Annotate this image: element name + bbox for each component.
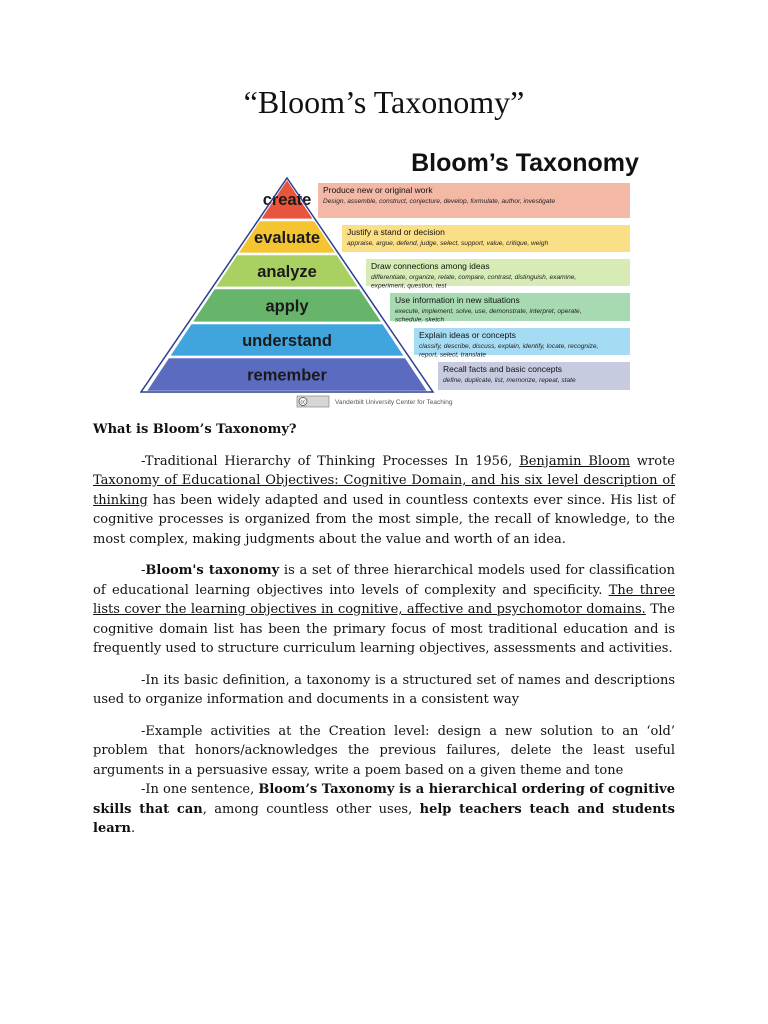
description-heading: Produce new or original work (323, 185, 433, 195)
blooms-taxonomy-figure (140, 140, 640, 412)
pyramid-label: understand (242, 332, 332, 350)
credit-line (297, 396, 453, 407)
document-body (93, 420, 675, 851)
description-verbs: differentiate, organize, relate, compare, contrast, distinguish, examine, (371, 274, 577, 281)
pyramid-level-apply (191, 288, 383, 323)
description-verbs: report, select, translate (419, 351, 487, 359)
pyramid-level-evaluate (237, 220, 338, 254)
description-heading: Justify a stand or decision (347, 227, 445, 237)
description-heading: Recall facts and basic concepts (443, 364, 563, 374)
pyramid-level-understand (168, 323, 406, 357)
pyramid-label: apply (265, 297, 309, 316)
cc-badge-label: cc (300, 399, 306, 406)
pyramid-label: evaluate (253, 229, 321, 247)
description-heading: Draw connections among ideas (371, 261, 490, 271)
description-verbs: appraise, argue, defend, judge, select, support, value, critique, weigh (347, 240, 549, 247)
three-lists-link[interactable]: The three lists cover the learning objectives in cognitive, affective and psychomotor domains. (93, 582, 675, 617)
description-verbs: define, duplicate, list, memorize, repeat, state (443, 377, 576, 384)
pyramid-level-create (259, 178, 315, 220)
paragraph-one-sentence: -In one sentence, Bloom’s Taxonomy is a hierarchical ordering of cognitive skills that can, among countless other uses, help teachers teach and students learn. (93, 782, 676, 836)
pyramid-label: analyze (257, 263, 317, 281)
description-verbs: classify, describe, discuss, explain, identify, locate, recognize, (419, 343, 599, 350)
paragraph-basic-definition: -In its basic definition, a taxonomy is a structured set of names and descriptions used to organize information and documents in a consistent way (93, 672, 675, 707)
paragraph-definition: -Bloom's taxonomy is a set of three hierarchical models used for classification of educational learning objectives into levels of complexity and specificity. The three lists cover the learning objectives in cognitive, affective and psychomotor domains. The cognitive domain list has been the primary focus of most traditional education and is frequently used to structure curriculum learning objectives, assessments and activities. (93, 563, 675, 656)
description-apply (390, 293, 630, 324)
description-remember (438, 362, 630, 390)
pyramid-level-remember (145, 357, 429, 392)
description-verbs: Design, assemble, construct, conjecture, develop, formulate, author, investigate (323, 198, 556, 205)
description-heading: Use information in new situations (395, 295, 520, 305)
pyramid-level-analyze (214, 254, 360, 288)
taxonomy-book-link[interactable]: Taxonomy of Educational Objectives: Cognitive Domain, and his six level description of thinking (93, 473, 675, 508)
figure-credit: Vanderbilt University Center for Teaching (335, 399, 453, 406)
benjamin-bloom-link[interactable]: Benjamin Bloom (519, 453, 631, 469)
description-understand (414, 328, 630, 359)
description-heading: Explain ideas or concepts (419, 330, 516, 340)
pyramid-label: remember (247, 366, 327, 385)
pyramid-label: create (262, 191, 312, 209)
description-verbs: experiment, question, test (371, 282, 447, 290)
figure-title: Bloom’s Taxonomy (411, 149, 639, 177)
paragraph-example-activities: -Example activities at the Creation level: design a new solution to an ‘old’ problem that honors/acknowledges the previous failures, delete the least useful arguments in a persuasive essay, write a poem based on a given theme and tone (93, 723, 675, 778)
paragraph-history: -Traditional Hierarchy of Thinking Processes In 1956, Benjamin Bloom wrote Taxonomy of Educational Objectives: Cognitive Domain, and his six level description of thinking has been widely adapted and used in countless contexts ever since. His list of cognitive processes is organized from the most simple, the recall of knowledge, to the most complex, making judgments about the value and worth of an idea. (93, 453, 675, 547)
description-evaluate (342, 225, 630, 252)
document-title: “Bloom’s Taxonomy” (243, 84, 525, 120)
description-verbs: execute, implement, solve, use, demonstrate, interpret, operate, (395, 308, 582, 315)
description-analyze (366, 259, 630, 290)
section-heading: What is Bloom’s Taxonomy? (93, 422, 297, 437)
description-verbs: schedule, sketch (395, 316, 445, 324)
description-create (318, 183, 630, 218)
